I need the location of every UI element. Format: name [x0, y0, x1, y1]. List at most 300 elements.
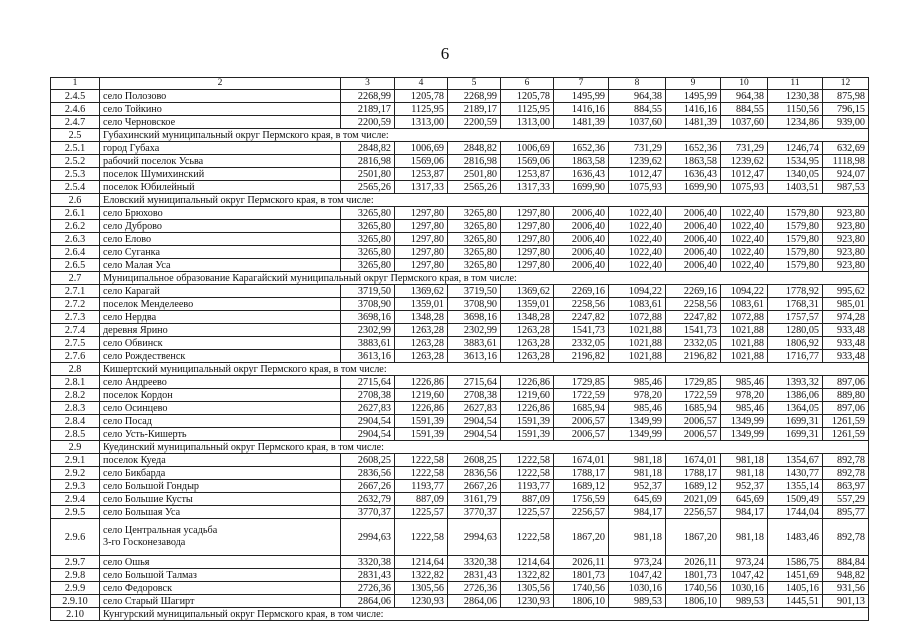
column-header: 9	[666, 78, 721, 90]
value-cell: 981,18	[721, 467, 768, 480]
value-cell: 2196,82	[666, 350, 721, 363]
settlement-name-line: село Посад	[103, 416, 152, 427]
value-cell: 2836,56	[448, 467, 501, 480]
table-row	[51, 103, 869, 116]
value-cell: 1234,86	[768, 116, 823, 129]
value-cell: 984,17	[721, 506, 768, 519]
settlement-name-line: село Усть-Кишерть	[103, 429, 187, 440]
value-cell: 1261,59	[823, 415, 869, 428]
value-cell: 2848,82	[341, 142, 395, 155]
table-row	[51, 207, 869, 220]
value-cell: 1297,80	[395, 207, 448, 220]
value-cell: 892,78	[823, 467, 869, 480]
value-cell: 2994,63	[341, 519, 395, 556]
value-cell: 1021,88	[721, 337, 768, 350]
value-cell: 1740,56	[554, 582, 609, 595]
value-cell: 1037,60	[721, 116, 768, 129]
value-cell: 1806,92	[768, 337, 823, 350]
value-cell: 1230,38	[768, 90, 823, 103]
value-cell: 939,00	[823, 116, 869, 129]
value-cell: 1685,94	[666, 402, 721, 415]
table-row	[51, 285, 869, 298]
value-cell: 1652,36	[554, 142, 609, 155]
value-cell: 1205,78	[395, 90, 448, 103]
value-cell: 985,46	[609, 402, 666, 415]
settlement-name-line: село Тойкино	[103, 104, 162, 115]
value-cell: 2831,43	[448, 569, 501, 582]
value-cell: 2006,40	[666, 207, 721, 220]
row-code: 2.6.2	[51, 220, 100, 233]
row-code: 2.8.5	[51, 428, 100, 441]
value-cell: 1801,73	[666, 569, 721, 582]
value-cell: 1246,74	[768, 142, 823, 155]
value-cell: 2302,99	[448, 324, 501, 337]
value-cell: 1729,85	[554, 376, 609, 389]
row-code: 2.9.7	[51, 556, 100, 569]
value-cell: 995,62	[823, 285, 869, 298]
value-cell: 3883,61	[448, 337, 501, 350]
group-row	[51, 272, 869, 285]
value-cell: 1047,42	[609, 569, 666, 582]
settlement-name-line: село Малая Уса	[103, 260, 171, 271]
value-cell: 1744,04	[768, 506, 823, 519]
settlement-name	[100, 506, 341, 519]
value-cell: 1313,00	[395, 116, 448, 129]
value-cell: 1569,06	[501, 155, 554, 168]
value-cell: 1788,17	[666, 467, 721, 480]
value-cell: 933,48	[823, 324, 869, 337]
value-cell: 1317,33	[501, 181, 554, 194]
value-cell: 1305,56	[501, 582, 554, 595]
value-cell: 2715,64	[341, 376, 395, 389]
value-cell: 892,78	[823, 519, 869, 556]
value-cell: 1369,62	[395, 285, 448, 298]
settlement-name-line: село Рождественск	[103, 351, 186, 362]
value-cell: 1226,86	[395, 376, 448, 389]
settlement-name	[100, 259, 341, 272]
value-cell: 2006,57	[666, 415, 721, 428]
row-code: 2.6.4	[51, 246, 100, 259]
row-code: 2.7	[51, 272, 100, 285]
table-row	[51, 454, 869, 467]
value-cell: 978,20	[721, 389, 768, 402]
settlement-name	[100, 90, 341, 103]
value-cell: 1586,75	[768, 556, 823, 569]
row-code: 2.8.3	[51, 402, 100, 415]
value-cell: 1222,58	[395, 454, 448, 467]
value-cell: 1716,77	[768, 350, 823, 363]
settlement-name-line: село Брюхово	[103, 208, 163, 219]
settlement-name-line: село Обвинск	[103, 338, 163, 349]
value-cell: 2332,05	[666, 337, 721, 350]
value-cell: 973,24	[609, 556, 666, 569]
value-cell: 1263,28	[501, 350, 554, 363]
group-title: Куединский муниципальный округ Пермского края, в том числе:	[100, 441, 869, 454]
row-code: 2.5.4	[51, 181, 100, 194]
value-cell: 2864,06	[448, 595, 501, 608]
value-cell: 1403,51	[768, 181, 823, 194]
value-cell: 1297,80	[395, 259, 448, 272]
value-cell: 1022,40	[609, 259, 666, 272]
value-cell: 2904,54	[341, 415, 395, 428]
value-cell: 1222,58	[501, 519, 554, 556]
value-cell: 1226,86	[395, 402, 448, 415]
value-cell: 1022,40	[609, 220, 666, 233]
value-cell: 1534,95	[768, 155, 823, 168]
page-number: 6	[440, 44, 450, 63]
value-cell: 1075,93	[609, 181, 666, 194]
value-cell: 1297,80	[501, 233, 554, 246]
value-cell: 2256,57	[554, 506, 609, 519]
value-cell: 1022,40	[609, 207, 666, 220]
settlement-name-line: село Большая Уса	[103, 507, 181, 518]
value-cell: 1757,57	[768, 311, 823, 324]
value-cell: 1297,80	[395, 246, 448, 259]
value-cell: 1225,57	[395, 506, 448, 519]
value-cell: 1340,05	[768, 168, 823, 181]
value-cell: 1226,86	[501, 376, 554, 389]
settlement-name	[100, 389, 341, 402]
value-cell: 645,69	[609, 493, 666, 506]
settlement-name	[100, 582, 341, 595]
group-row	[51, 194, 869, 207]
value-cell: 1021,88	[609, 350, 666, 363]
table-row	[51, 311, 869, 324]
table-row	[51, 569, 869, 582]
value-cell: 2006,40	[554, 259, 609, 272]
settlement-name-line: 3-го Госконезавода	[103, 537, 186, 548]
column-header: 2	[100, 78, 341, 90]
column-header: 12	[823, 78, 869, 90]
row-code: 2.8.2	[51, 389, 100, 402]
row-code: 2.6	[51, 194, 100, 207]
value-cell: 1263,28	[395, 350, 448, 363]
value-cell: 1541,73	[554, 324, 609, 337]
value-cell: 2632,79	[341, 493, 395, 506]
value-cell: 1348,28	[395, 311, 448, 324]
group-row	[51, 608, 869, 621]
value-cell: 2904,54	[448, 415, 501, 428]
value-cell: 1722,59	[554, 389, 609, 402]
value-cell: 2200,59	[341, 116, 395, 129]
value-cell: 1022,40	[609, 233, 666, 246]
settlement-name-line: село Нердва	[103, 312, 157, 323]
value-cell: 2708,38	[448, 389, 501, 402]
value-cell: 875,98	[823, 90, 869, 103]
value-cell: 1579,80	[768, 220, 823, 233]
table-row	[51, 337, 869, 350]
row-code: 2.7.5	[51, 337, 100, 350]
value-cell: 2006,40	[554, 207, 609, 220]
value-cell: 1636,43	[666, 168, 721, 181]
value-cell: 1263,28	[501, 324, 554, 337]
header-row	[51, 78, 869, 90]
row-code: 2.7.2	[51, 298, 100, 311]
value-cell: 1072,88	[721, 311, 768, 324]
value-cell: 1239,62	[721, 155, 768, 168]
row-code: 2.6.1	[51, 207, 100, 220]
settlement-name-line: село Федоровск	[103, 583, 173, 594]
column-header: 1	[51, 78, 100, 90]
settlement-name	[100, 454, 341, 467]
table-row	[51, 519, 869, 556]
settlement-name	[100, 402, 341, 415]
table-row	[51, 233, 869, 246]
value-cell: 923,80	[823, 207, 869, 220]
value-cell: 985,46	[721, 376, 768, 389]
value-cell: 923,80	[823, 220, 869, 233]
table-row	[51, 493, 869, 506]
value-cell: 1222,58	[395, 519, 448, 556]
value-cell: 2256,57	[666, 506, 721, 519]
row-code: 2.8.1	[51, 376, 100, 389]
table-row	[51, 246, 869, 259]
settlement-name	[100, 556, 341, 569]
settlement-name	[100, 376, 341, 389]
row-code: 2.7.4	[51, 324, 100, 337]
value-cell: 3719,50	[341, 285, 395, 298]
value-cell: 1405,16	[768, 582, 823, 595]
table-row	[51, 181, 869, 194]
value-cell: 2726,36	[341, 582, 395, 595]
value-cell: 2026,11	[554, 556, 609, 569]
value-cell: 1806,10	[666, 595, 721, 608]
value-cell: 3719,50	[448, 285, 501, 298]
value-cell: 984,17	[609, 506, 666, 519]
value-cell: 3265,80	[448, 233, 501, 246]
value-cell: 1313,00	[501, 116, 554, 129]
value-cell: 1867,20	[554, 519, 609, 556]
value-cell: 1022,40	[721, 259, 768, 272]
row-code: 2.5.1	[51, 142, 100, 155]
column-header: 11	[768, 78, 823, 90]
value-cell: 3265,80	[341, 259, 395, 272]
value-cell: 892,78	[823, 454, 869, 467]
value-cell: 1322,82	[501, 569, 554, 582]
value-cell: 2565,26	[448, 181, 501, 194]
table-row	[51, 324, 869, 337]
value-cell: 3698,16	[448, 311, 501, 324]
column-header: 8	[609, 78, 666, 90]
value-cell: 645,69	[721, 493, 768, 506]
value-cell: 1349,99	[609, 415, 666, 428]
value-cell: 1729,85	[666, 376, 721, 389]
settlement-name-line: поселок Юбилейный	[103, 182, 195, 193]
row-code: 2.9.9	[51, 582, 100, 595]
value-cell: 884,55	[721, 103, 768, 116]
group-title: Губахинский муниципальный округ Пермского края, в том числе:	[100, 129, 869, 142]
group-title: Кунгурский муниципальный округ Пермского края, в том числе:	[100, 608, 869, 621]
value-cell: 2302,99	[341, 324, 395, 337]
value-cell: 3708,90	[341, 298, 395, 311]
settlement-name-line: село Дуброво	[103, 221, 163, 232]
value-cell: 1022,40	[609, 246, 666, 259]
value-cell: 1118,98	[823, 155, 869, 168]
value-cell: 933,48	[823, 337, 869, 350]
value-cell: 987,53	[823, 181, 869, 194]
value-cell: 1150,56	[768, 103, 823, 116]
column-header: 4	[395, 78, 448, 90]
value-cell: 1021,88	[721, 350, 768, 363]
settlement-name-line: поселок Кордон	[103, 390, 173, 401]
settlement-name-line: село Ошья	[103, 557, 150, 568]
settlement-name	[100, 569, 341, 582]
value-cell: 2006,40	[554, 246, 609, 259]
value-cell: 2196,82	[554, 350, 609, 363]
value-cell: 1579,80	[768, 259, 823, 272]
value-cell: 2501,80	[448, 168, 501, 181]
value-cell: 557,29	[823, 493, 869, 506]
value-cell: 1253,87	[395, 168, 448, 181]
value-cell: 887,09	[395, 493, 448, 506]
value-cell: 1094,22	[721, 285, 768, 298]
value-cell: 3613,16	[448, 350, 501, 363]
value-cell: 2816,98	[341, 155, 395, 168]
table-row	[51, 467, 869, 480]
value-cell: 897,06	[823, 376, 869, 389]
table-row	[51, 168, 869, 181]
group-row	[51, 363, 869, 376]
value-cell: 1348,28	[501, 311, 554, 324]
value-cell: 1030,16	[721, 582, 768, 595]
value-cell: 1349,99	[609, 428, 666, 441]
value-cell: 2726,36	[448, 582, 501, 595]
group-title: Муниципальное образование Карагайский муниципальный округ Пермского края, в том числе:	[100, 272, 869, 285]
value-cell: 1030,16	[609, 582, 666, 595]
settlement-name-line: село Центральная усадьба	[103, 525, 218, 536]
value-cell: 884,84	[823, 556, 869, 569]
group-title: Еловский муниципальный округ Пермского края, в том числе:	[100, 194, 869, 207]
value-cell: 731,29	[721, 142, 768, 155]
value-cell: 2200,59	[448, 116, 501, 129]
value-cell: 3265,80	[448, 207, 501, 220]
value-cell: 948,82	[823, 569, 869, 582]
value-cell: 1509,49	[768, 493, 823, 506]
value-cell: 1263,28	[395, 337, 448, 350]
value-cell: 1083,61	[721, 298, 768, 311]
value-cell: 2904,54	[341, 428, 395, 441]
value-cell: 1226,86	[501, 402, 554, 415]
row-code: 2.9.10	[51, 595, 100, 608]
value-cell: 1722,59	[666, 389, 721, 402]
row-code: 2.9.4	[51, 493, 100, 506]
value-cell: 1022,40	[721, 233, 768, 246]
value-cell: 2904,54	[448, 428, 501, 441]
value-cell: 1579,80	[768, 233, 823, 246]
table-row	[51, 90, 869, 103]
column-header: 6	[501, 78, 554, 90]
row-code: 2.7.1	[51, 285, 100, 298]
settlement-name	[100, 428, 341, 441]
value-cell: 2268,99	[448, 90, 501, 103]
value-cell: 3265,80	[448, 259, 501, 272]
value-cell: 981,18	[721, 454, 768, 467]
value-cell: 3770,37	[448, 506, 501, 519]
value-cell: 1591,39	[501, 415, 554, 428]
table-row	[51, 350, 869, 363]
value-cell: 964,38	[609, 90, 666, 103]
table-row	[51, 259, 869, 272]
settlement-name	[100, 155, 341, 168]
value-cell: 2848,82	[448, 142, 501, 155]
settlement-name-line: село Большой Гондыр	[103, 481, 200, 492]
value-cell: 3708,90	[448, 298, 501, 311]
value-cell: 731,29	[609, 142, 666, 155]
settlement-name	[100, 467, 341, 480]
value-cell: 1591,39	[501, 428, 554, 441]
value-cell: 2021,09	[666, 493, 721, 506]
value-cell: 1239,62	[609, 155, 666, 168]
value-cell: 1297,80	[501, 246, 554, 259]
value-cell: 2189,17	[341, 103, 395, 116]
value-cell: 1416,16	[666, 103, 721, 116]
group-row	[51, 129, 869, 142]
value-cell: 796,15	[823, 103, 869, 116]
value-cell: 1012,47	[721, 168, 768, 181]
value-cell: 981,18	[609, 454, 666, 467]
value-cell: 1230,93	[501, 595, 554, 608]
table-row	[51, 376, 869, 389]
value-cell: 1699,31	[768, 415, 823, 428]
row-code: 2.9.1	[51, 454, 100, 467]
value-cell: 2565,26	[341, 181, 395, 194]
settlement-name	[100, 285, 341, 298]
value-cell: 1788,17	[554, 467, 609, 480]
settlement-name	[100, 103, 341, 116]
value-cell: 2006,40	[666, 246, 721, 259]
settlement-name	[100, 168, 341, 181]
value-cell: 3883,61	[341, 337, 395, 350]
value-cell: 952,37	[609, 480, 666, 493]
value-cell: 1481,39	[666, 116, 721, 129]
row-code: 2.8.4	[51, 415, 100, 428]
value-cell: 923,80	[823, 246, 869, 259]
row-code: 2.9.5	[51, 506, 100, 519]
value-cell: 1591,39	[395, 415, 448, 428]
value-cell: 1222,58	[501, 454, 554, 467]
settlement-name	[100, 207, 341, 220]
value-cell: 2667,26	[448, 480, 501, 493]
value-cell: 889,80	[823, 389, 869, 402]
row-code: 2.9	[51, 441, 100, 454]
value-cell: 1359,01	[501, 298, 554, 311]
value-cell: 1689,12	[666, 480, 721, 493]
value-cell: 1806,10	[554, 595, 609, 608]
value-cell: 2006,40	[666, 233, 721, 246]
value-cell: 1495,99	[666, 90, 721, 103]
group-title: Кишертский муниципальный округ Пермского края, в том числе:	[100, 363, 869, 376]
value-cell: 1214,64	[395, 556, 448, 569]
value-cell: 1386,06	[768, 389, 823, 402]
value-cell: 1636,43	[554, 168, 609, 181]
value-cell: 2627,83	[448, 402, 501, 415]
value-cell: 2006,40	[666, 259, 721, 272]
table-row	[51, 506, 869, 519]
value-cell: 1021,88	[721, 324, 768, 337]
value-cell: 884,55	[609, 103, 666, 116]
table-row	[51, 220, 869, 233]
value-cell: 1280,05	[768, 324, 823, 337]
value-cell: 1253,87	[501, 168, 554, 181]
row-code: 2.9.2	[51, 467, 100, 480]
tariff-table	[50, 77, 869, 621]
value-cell: 981,18	[721, 519, 768, 556]
value-cell: 863,97	[823, 480, 869, 493]
value-cell: 1222,58	[501, 467, 554, 480]
value-cell: 1022,40	[721, 246, 768, 259]
value-cell: 1768,31	[768, 298, 823, 311]
value-cell: 985,01	[823, 298, 869, 311]
